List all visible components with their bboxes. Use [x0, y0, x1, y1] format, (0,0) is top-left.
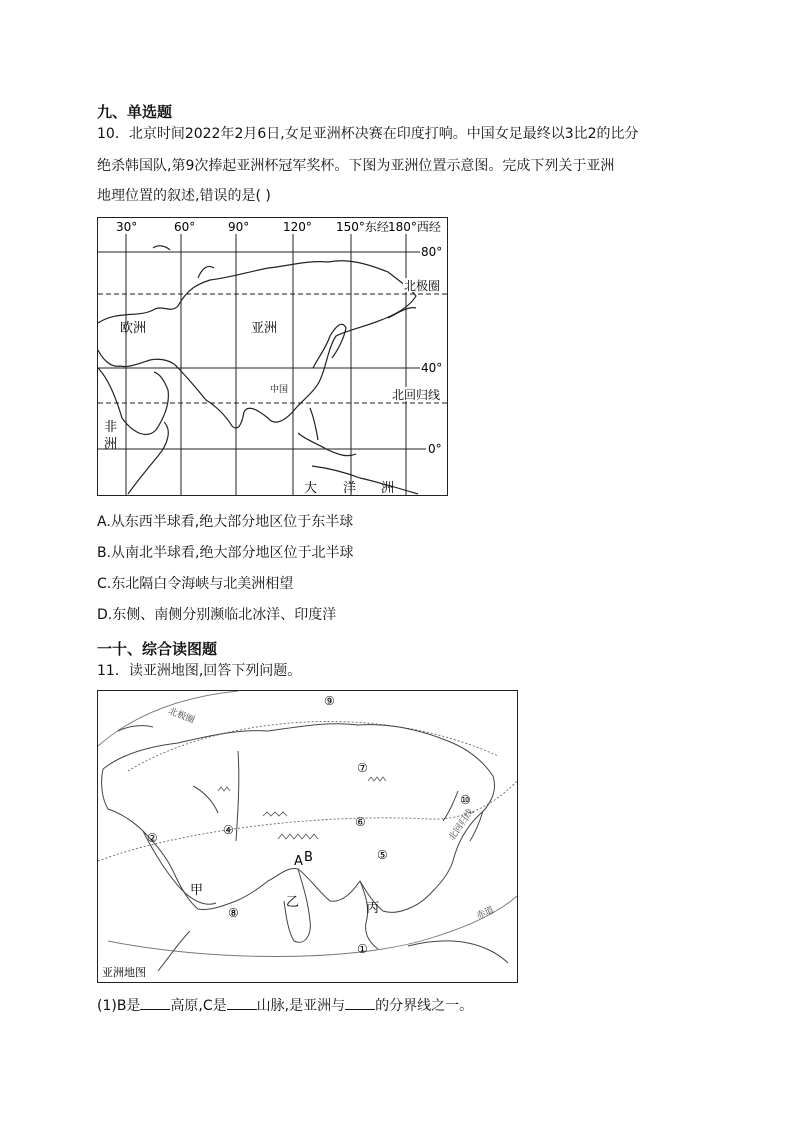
china-label: 中国: [270, 385, 289, 395]
africa-label-2: 洲: [104, 437, 118, 452]
sub1-part-3: 山脉,是亚洲与: [256, 998, 346, 1014]
question-10-line-1: 10．北京时间2022年2月6日,女足亚洲杯决赛在印度打响。中国女足最终以3比2的比分: [97, 126, 639, 142]
sub1-part-4: 的分界线之一。: [375, 998, 474, 1014]
oceania-label-1: 大: [304, 481, 318, 495]
lat-label-80: 80°: [421, 245, 443, 259]
oceania-label-2: 洋: [343, 481, 357, 495]
marker-1: ①: [357, 942, 368, 956]
question-10-line-2: 绝杀韩国队,第9次捧起亚洲杯冠军奖杯。下图为亚洲位置示意图。完成下列关于亚洲: [97, 158, 615, 174]
asia-position-map: [97, 217, 448, 496]
lon-label-90: 90°: [228, 220, 250, 234]
marker-5: ⑤: [377, 848, 388, 862]
marker-10: ⑩: [460, 793, 471, 807]
marker-8: ⑧: [228, 906, 239, 920]
arctic-circle-label: 北极圈: [404, 279, 441, 293]
marker-2: ②: [147, 831, 158, 845]
lon-label-150e: 150°东经: [336, 220, 389, 234]
asia-map-caption: 亚洲地图: [102, 966, 146, 979]
tropic-of-cancer-label-2: 北回归线: [447, 807, 477, 843]
lat-label-40: 40°: [421, 361, 443, 375]
option-a[interactable]: A.从东西半球看,绝大部分地区位于东半球: [97, 514, 354, 530]
question-11-sub1: [97, 995, 473, 1017]
lon-label-60: 60°: [174, 220, 196, 234]
equator-label: 赤道: [475, 905, 496, 922]
asia-map: [97, 690, 518, 983]
asia-map-svg: [98, 691, 517, 982]
option-c[interactable]: C.东北隔白令海峡与北美洲相望: [97, 576, 294, 592]
option-b[interactable]: B.从南北半球看,绝大部分地区位于北半球: [97, 545, 354, 561]
letter-yi: 乙: [286, 895, 300, 910]
letter-jia: 甲: [190, 883, 204, 898]
blank-plateau[interactable]: [140, 995, 170, 1010]
letter-bing: 丙: [366, 901, 380, 916]
lon-label-120: 120°: [283, 220, 312, 234]
letter-a: A: [294, 854, 303, 869]
europe-label: 欧洲: [120, 321, 147, 336]
lon-label-180w: 180°西经: [388, 220, 441, 234]
sub1-part-1: (1)B是: [97, 998, 141, 1014]
letter-b: B: [304, 850, 313, 865]
blank-continent[interactable]: [345, 995, 375, 1010]
blank-mountain[interactable]: [227, 995, 257, 1010]
tropic-of-cancer-label: 北回归线: [392, 388, 441, 402]
marker-9: ⑨: [324, 694, 335, 708]
oceania-label-3: 洲: [381, 481, 395, 495]
question-11-intro: 11．读亚洲地图,回答下列问题。: [97, 663, 302, 679]
marker-6: ⑥: [355, 815, 366, 829]
lon-label-30: 30°: [116, 220, 138, 234]
arctic-circle-label-2: 北极圈: [166, 706, 196, 726]
asia-label: 亚洲: [251, 321, 278, 336]
asia-position-map-svg: [98, 218, 447, 495]
marker-7: ⑦: [357, 761, 368, 775]
lat-label-0: 0°: [428, 442, 442, 456]
marker-4: ④: [223, 823, 234, 837]
question-10-line-3: 地理位置的叙述,错误的是( ): [97, 188, 271, 204]
option-d[interactable]: D.东侧、南侧分别濒临北冰洋、印度洋: [97, 607, 337, 623]
africa-label-1: 非: [104, 420, 118, 435]
sub1-part-2: 高原,C是: [170, 998, 227, 1014]
section-title-10: 一十、综合读图题: [97, 640, 218, 658]
section-title-9: 九、单选题: [97, 103, 173, 121]
